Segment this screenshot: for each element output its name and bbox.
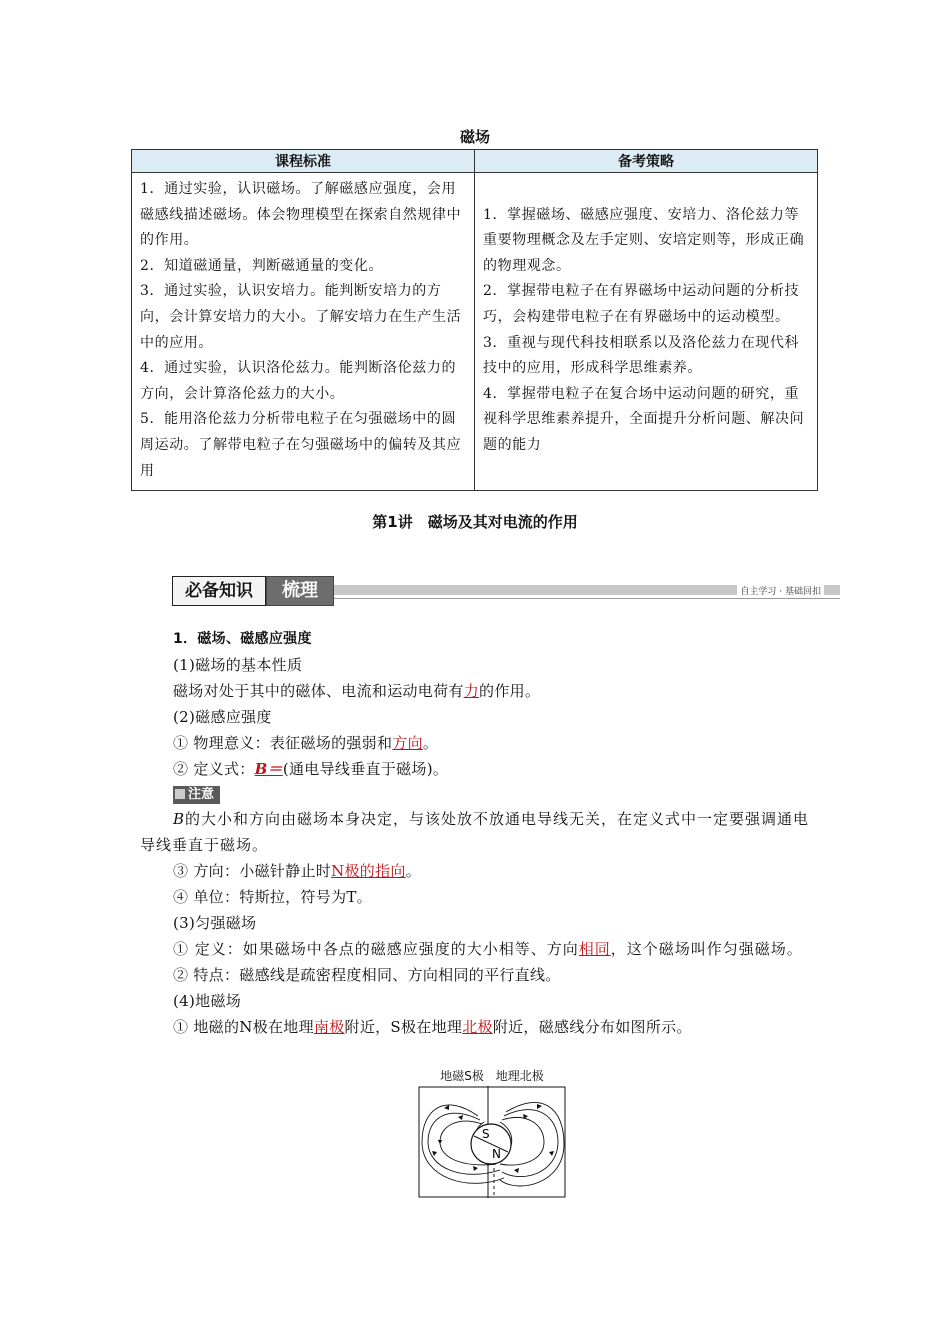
standard-item: 4．通过实验，认识洛伦兹力。能判断洛伦兹力的方向，会计算洛伦兹力的大小。 xyxy=(140,360,457,402)
strategy-item: 4．掌握带电粒子在复合场中运动问题的研究，重视科学思维素养提升，全面提升分析问题、解决问题的能力 xyxy=(483,385,805,453)
note-badge: 注意 xyxy=(173,786,220,804)
standard-item: 1．通过实验，认识磁场。了解磁感应强度，会用磁感线描述磁场。体会物理模型在探索自然规律中的作用。 xyxy=(140,181,462,249)
standard-cell xyxy=(132,173,475,491)
speaker-icon xyxy=(175,789,185,799)
subheading: (3)匀强磁场 xyxy=(173,914,257,932)
field-lines-diagram xyxy=(418,1086,566,1198)
paragraph: ② 定义式：B＝(通电导线垂直于磁场)。 xyxy=(173,760,449,778)
paragraph: ① 定义：如果磁场中各点的磁感应强度的大小相等、方向相同，这个磁场叫作匀强磁场。 xyxy=(173,940,803,958)
label-s: S xyxy=(482,1127,490,1141)
lecture-title: 第1讲 磁场及其对电流的作用 xyxy=(372,513,578,531)
note-paragraph: B的大小和方向由磁场本身决定，与该处放不放通电导线无关，在定义式中一定要强调通电导线垂直于磁场。 xyxy=(140,810,810,854)
standard-item: 3．通过实验，认识安培力。能判断安培力的方向，会计算安培力的大小。了解安培力在生产生活中的应用。 xyxy=(140,283,462,351)
paragraph: 磁场对处于其中的磁体、电流和运动电荷有力的作用。 xyxy=(173,682,541,700)
paragraph: ① 物理意义：表征磁场的强弱和方向。 xyxy=(173,734,439,752)
paragraph: ① 地磁的N极在地理南极附近，S极在地理北极附近，磁感线分布如图所示。 xyxy=(173,1018,692,1036)
strategy-cell xyxy=(475,173,818,491)
paragraph: ② 特点：磁感线是疏密程度相同、方向相同的平行直线。 xyxy=(173,966,561,984)
answer-blank: 力 xyxy=(463,682,480,700)
figure-caption: 地磁S极 地理北极 xyxy=(440,1069,544,1083)
answer-blank: 方向 xyxy=(392,734,423,752)
subheading: (1)磁场的基本性质 xyxy=(173,656,303,674)
heading-1: 1．磁场、磁感应强度 xyxy=(173,631,312,647)
content xyxy=(140,626,812,1040)
geomagnetic-figure xyxy=(418,1066,566,1198)
answer-blank: N极的指向 xyxy=(331,862,406,880)
curriculum-table xyxy=(131,149,818,491)
banner-rule xyxy=(334,598,840,599)
answer-blank: 南极 xyxy=(313,1018,345,1036)
standard-item: 2．知道磁通量，判断磁通量的变化。 xyxy=(140,257,384,274)
paragraph: ③ 方向：小磁针静止时N极的指向。 xyxy=(173,862,422,880)
table-header-standard: 课程标准 xyxy=(132,150,475,173)
strategy-item: 2．掌握带电粒子在有界磁场中运动问题的分析技巧，会构建带电粒子在有界磁场中的运动模型。 xyxy=(483,283,800,325)
banner-subtitle: 自主学习 · 基础回扣 xyxy=(737,584,824,597)
standard-item: 5．能用洛伦兹力分析带电粒子在匀强磁场中的圆周运动。了解带电粒子在匀强磁场中的偏转及其应用 xyxy=(140,411,462,479)
subheading: (2)磁感应强度 xyxy=(173,708,272,726)
answer-blank: 相同 xyxy=(578,940,611,958)
section-banner xyxy=(172,576,842,606)
subheading: (4)地磁场 xyxy=(173,992,242,1010)
paragraph: ④ 单位：特斯拉，符号为T。 xyxy=(173,888,372,906)
answer-blank: B＝ xyxy=(254,760,283,778)
strategy-item: 3．重视与现代科技相联系以及洛伦兹力在现代科技中的应用，形成科学思维素养。 xyxy=(483,334,800,377)
label-n: N xyxy=(492,1147,501,1161)
answer-blank: 北极 xyxy=(462,1018,493,1036)
banner-part2: 梳理 xyxy=(266,576,334,606)
banner-part1: 必备知识 xyxy=(172,576,266,606)
page-title: 磁场 xyxy=(459,128,490,146)
table-header-strategy: 备考策略 xyxy=(475,150,818,173)
strategy-item: 1．掌握磁场、磁感应强度、安培力、洛伦兹力等重要物理概念及左手定则、安培定则等，形成正确的物理观念。 xyxy=(483,206,805,274)
